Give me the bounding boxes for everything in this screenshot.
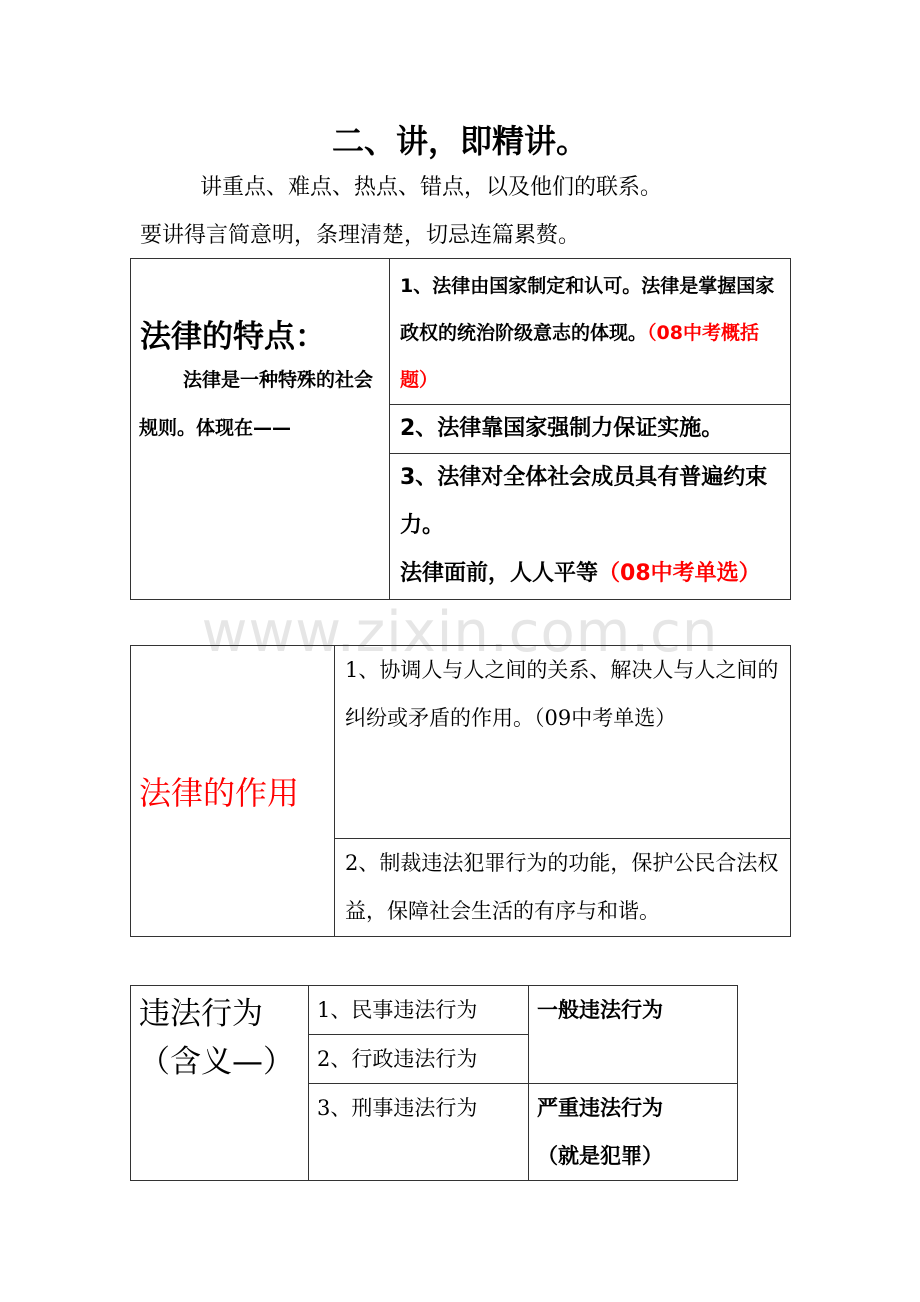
law-feature-1-cell bbox=[390, 259, 791, 405]
serious-violation-cell bbox=[529, 1084, 738, 1181]
law-features-table bbox=[130, 258, 791, 600]
law-feature-3-sub: 法律面前，人人平等 bbox=[400, 561, 599, 586]
law-role-1-cell bbox=[335, 646, 791, 839]
law-feature-3-note: （08中考单选） bbox=[598, 561, 761, 586]
law-feature-2-cell bbox=[390, 405, 791, 454]
page-title: 二、讲，即精讲。 bbox=[331, 122, 588, 160]
administrative-violation-label: 2、行政违法行为 bbox=[317, 1047, 478, 1071]
law-role-1-text: 1、协调人与人之间的关系、解决人与人之间的纠纷或矛盾的作用。（09中考单选） bbox=[345, 658, 779, 730]
law-feature-2-text: 2、法律靠国家强制力保证实施。 bbox=[400, 416, 724, 441]
serious-violation-note: （就是犯罪） bbox=[537, 1144, 663, 1168]
illegal-acts-table bbox=[130, 985, 738, 1181]
intro-line-1: 讲重点、难点、热点、错点，以及他们的联系。 bbox=[200, 175, 663, 200]
law-feature-3-text: 3、法律对全体社会成员具有普遍约束力。 bbox=[400, 465, 768, 538]
law-role-2-text: 2、制裁违法犯罪行为的功能，保护公民合法权益，保障社会生活的有序与和谐。 bbox=[345, 851, 779, 923]
law-feature-3-cell bbox=[390, 454, 791, 600]
illegal-act-row-1 bbox=[309, 986, 529, 1035]
illegal-act-row-2 bbox=[309, 1035, 529, 1084]
general-violation-cell bbox=[529, 986, 738, 1084]
watermark: www.zixin.com.cn bbox=[201, 600, 719, 665]
law-role-title: 法律的作用 bbox=[139, 774, 300, 812]
law-feature-1-text: 1、法律由国家制定和认可。法律是掌握国家政权的统治阶级意志的体现。 bbox=[400, 275, 775, 344]
law-role-table bbox=[130, 645, 791, 937]
illegal-acts-header-cell bbox=[131, 986, 309, 1181]
serious-violation-label: 严重违法行为 bbox=[537, 1096, 663, 1120]
law-features-title: 法律的特点： bbox=[140, 319, 326, 355]
illegal-acts-title: 违法行为（含义—） bbox=[139, 996, 294, 1080]
law-role-2-cell bbox=[335, 839, 791, 937]
law-features-header-cell bbox=[131, 259, 390, 600]
criminal-violation-label: 3、刑事违法行为 bbox=[317, 1096, 478, 1120]
civil-violation-label: 1、民事违法行为 bbox=[317, 998, 478, 1022]
intro-line-2: 要讲得言简意明，条理清楚，切忌连篇累赘。 bbox=[140, 223, 581, 248]
law-feature-1-note: （08中考概括题） bbox=[400, 322, 759, 391]
general-violation-label: 一般违法行为 bbox=[537, 998, 663, 1022]
law-role-header-cell bbox=[131, 646, 335, 937]
law-features-subtitle: 法律是一种特殊的社会规则。体现在—— bbox=[139, 369, 374, 439]
illegal-act-row-3 bbox=[309, 1084, 529, 1181]
